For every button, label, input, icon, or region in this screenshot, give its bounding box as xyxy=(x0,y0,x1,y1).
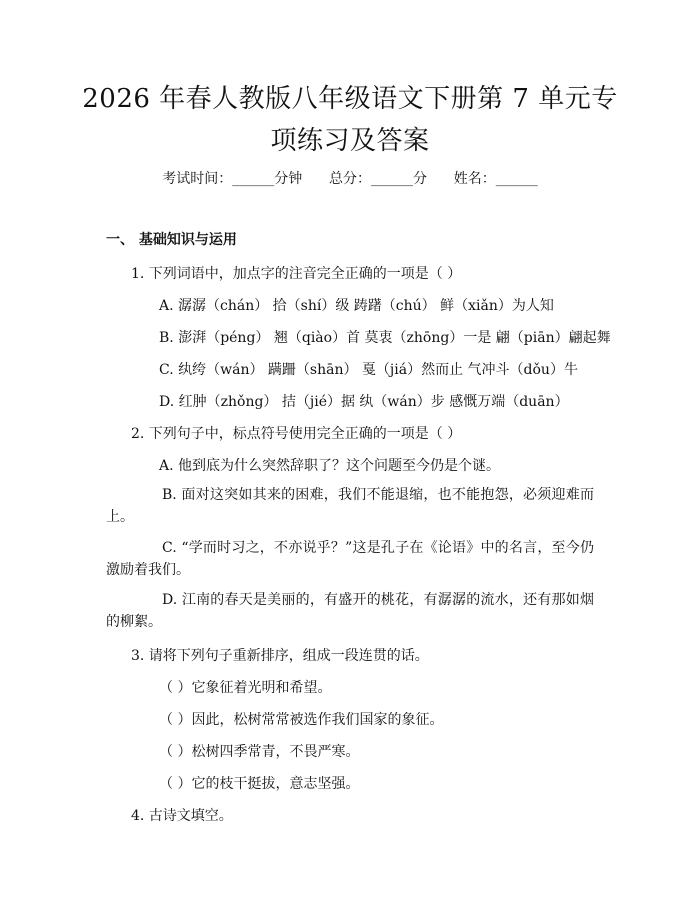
title-line-1: 2026 年春人教版八年级语文下册第 7 单元专 xyxy=(82,84,618,114)
section-heading: 一、 基础知识与运用 xyxy=(106,232,237,248)
q1-option-d: D. 红肿（zhǒng） 拮（jié）据 纨（wán）步 感慨万端（duān） xyxy=(159,394,569,410)
q2-option-d: D. 江南的春天是美丽的，有盛开的桃花，有潺潺的流水，还有那如烟的柳絮。 xyxy=(106,592,594,630)
q2-option-a: A. 他到底为什么突然辞职了？这个问题至今仍是个谜。 xyxy=(159,458,501,474)
q1-option-b: B. 澎湃（péng） 翘（qiào）首 莫衷（zhōng）一是 翩（piān）翩起舞 xyxy=(159,330,611,346)
q2-option-c: C. “学而时习之，不亦说乎？”这是孔子在《论语》中的名言，至今仍激励着我们。 xyxy=(106,540,594,578)
q1-option-c: C. 纨绔（wán） 蹒跚（shān） 戛（jiá）然而止 气冲斗（dǒu）牛 xyxy=(159,362,578,378)
q3-item-1: （ ）它象征着光明和希望。 xyxy=(159,680,332,696)
q3-item-3: （ ）松树四季常青，不畏严寒。 xyxy=(159,744,360,760)
q4-stem: 4. 古诗文填空。 xyxy=(131,808,233,824)
q1-option-a: A. 潺潺（chán） 拾（shí）级 踌躇（chú） 鲜（xiǎn）为人知 xyxy=(159,298,554,314)
q3-item-2: （ ）因此，松树常常被选作我们国家的象征。 xyxy=(159,712,444,728)
q2-option-b: B. 面对这突如其来的困难，我们不能退缩，也不能抱怨，必须迎难而上。 xyxy=(106,487,594,525)
exam-title xyxy=(0,78,700,162)
q1-stem: 1. 下列词语中，加点字的注音完全正确的一项是（ ） xyxy=(131,266,462,282)
title-line-2: 项练习及答案 xyxy=(270,126,430,156)
q3-stem: 3. 请将下列句子重新排序，组成一段连贯的话。 xyxy=(131,648,429,664)
q2-stem: 2. 下列句子中，标点符号使用完全正确的一项是（ ） xyxy=(131,426,462,442)
q3-item-4: （ ）它的枝干挺拔，意志坚强。 xyxy=(159,776,360,792)
exam-meta: 考试时间：______分钟 总分：______分 姓名：______ xyxy=(162,171,538,187)
